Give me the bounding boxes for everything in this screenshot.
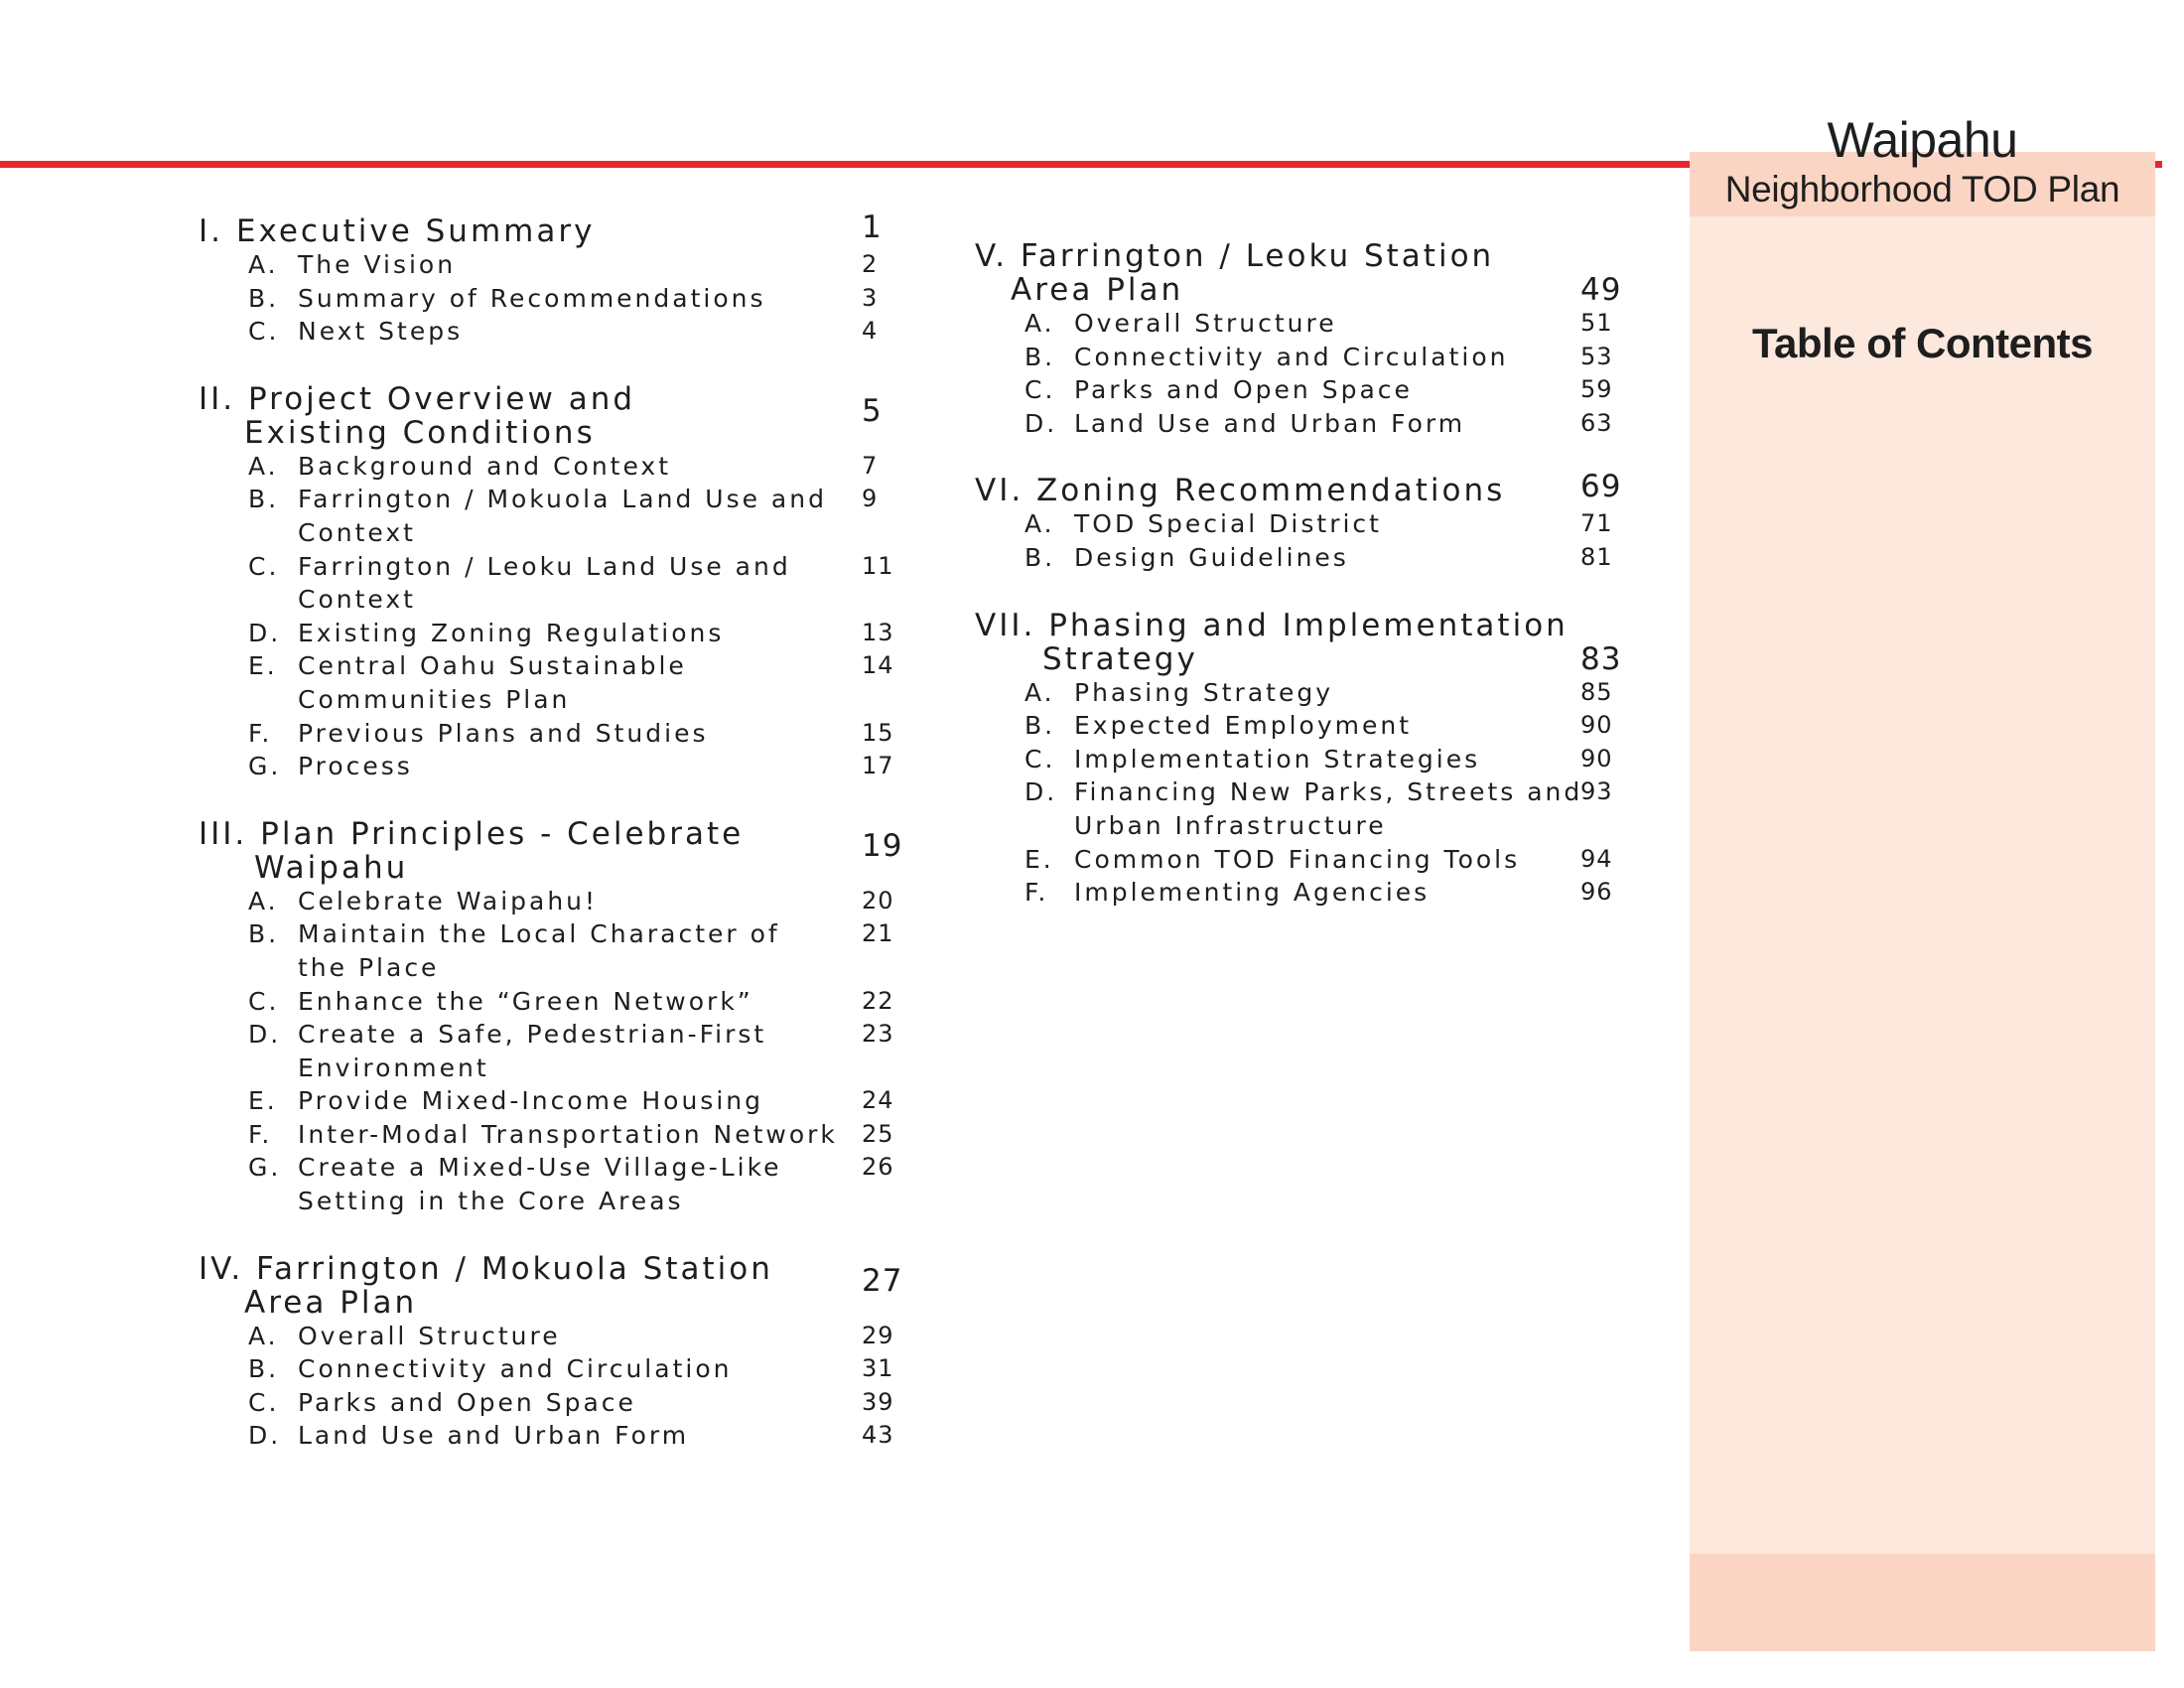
toc-item-letter: D. [248,1421,282,1451]
toc-item-page: 59 [1580,375,1613,404]
toc-left-column [199,210,913,1486]
toc-item-text: Create a Mixed-Use Village-Like [298,1153,782,1183]
toc-item-text: Implementing Agencies [1074,878,1431,908]
toc-item-text: Urban Infrastructure [1074,810,1387,840]
toc-item-letter: C. [248,551,280,581]
toc-item-text: Communities Plan [298,684,571,714]
toc-item[interactable] [199,985,913,1019]
toc-item-text: Expected Employment [1074,711,1413,741]
toc-right-column [975,239,1630,943]
toc-item[interactable] [975,876,1630,910]
toc-section-heading-line: III. Plan Principles - Celebrate [199,815,745,852]
toc-section-heading-line: Strategy [1042,640,1198,677]
toc-section-heading-line: II. Project Overview and [199,380,636,417]
toc-item[interactable] [199,750,913,783]
toc-item-letter: E. [248,651,278,681]
toc-item[interactable] [199,1352,913,1386]
toc-item-text: Summary of Recommendations [298,283,766,313]
toc-item[interactable] [199,1084,913,1118]
toc-item-letter: G. [248,1153,282,1183]
toc-item-text: Background and Context [298,451,672,481]
toc-section-heading[interactable] [199,382,913,450]
toc-item-page: 31 [862,1354,894,1383]
toc-item-page: 26 [862,1153,894,1182]
toc-item[interactable] [975,307,1630,341]
toc-section-heading-line: I. Executive Summary [199,213,596,249]
toc-section-heading-line: V. Farrington / Leoku Station [975,238,1495,274]
toc-item[interactable] [199,1419,913,1453]
toc-item-letter: A. [248,250,279,279]
toc-item-letter: B. [248,283,280,313]
toc-section-heading[interactable] [975,239,1630,307]
toc-item-page: 14 [862,651,894,680]
toc-item-letter: D. [248,1020,282,1050]
toc-item-text: Context [298,517,416,547]
page-title: Table of Contents [1751,320,2094,366]
toc-item[interactable] [199,248,913,282]
toc-item-text: Connectivity and Circulation [298,1354,733,1384]
toc-item[interactable] [975,341,1630,374]
toc-item[interactable] [975,743,1630,776]
toc-item-text: Land Use and Urban Form [298,1421,690,1451]
toc-section-heading-line: VI. Zoning Recommendations [975,473,1506,509]
toc-section-heading[interactable] [199,817,913,885]
toc-item-page: 20 [862,886,894,914]
toc-item[interactable] [975,775,1630,842]
toc-item[interactable] [199,717,913,751]
toc-item-page: 29 [862,1321,894,1349]
toc-section [975,469,1630,574]
toc-item-text: Implementation Strategies [1074,744,1481,774]
toc-section-heading-line: Area Plan [1011,272,1184,308]
toc-item-letter: B. [248,919,280,949]
toc-item-letter: C. [248,317,280,347]
toc-item-page: 23 [862,1020,894,1049]
toc-item-page: 90 [1580,711,1613,740]
toc-item-text: Central Oahu Sustainable [298,651,687,681]
toc-item-letter: C. [248,1387,280,1417]
side-panel [1690,152,2155,1651]
toc-item-page: 94 [1580,844,1613,873]
toc-item-text: Connectivity and Circulation [1074,342,1509,371]
toc-item-page: 3 [862,283,879,312]
toc-item-letter: G. [248,752,282,781]
toc-item[interactable] [199,1320,913,1353]
toc-item[interactable] [199,1118,913,1152]
toc-section [199,817,913,1218]
toc-item-page: 22 [862,986,894,1015]
toc-section-heading-line: Existing Conditions [244,414,596,451]
toc-section [199,210,913,349]
toc-section [975,239,1630,440]
toc-item-text: Common TOD Financing Tools [1074,844,1521,874]
toc-item-letter: A. [248,886,279,915]
toc-item-page: 9 [862,485,879,513]
toc-section-page: 83 [1580,640,1622,677]
toc-item[interactable] [199,885,913,918]
toc-item-text: Process [298,752,413,781]
toc-item[interactable] [199,483,913,549]
toc-item-letter: F. [248,1119,273,1149]
toc-item-page: 11 [862,551,894,580]
toc-item-text: Overall Structure [298,1321,561,1350]
toc-section [199,382,913,783]
toc-item-text: Design Guidelines [1074,542,1349,572]
toc-section-page: 5 [862,392,883,429]
toc-item[interactable] [975,676,1630,710]
toc-item-text: Provide Mixed-Income Housing [298,1086,763,1116]
toc-item-text: Maintain the Local Character of [298,919,780,949]
toc-item-letter: B. [248,485,280,514]
toc-item-page: 93 [1580,777,1613,806]
toc-item-letter: C. [1024,375,1056,405]
toc-section-page: 69 [1580,469,1622,505]
toc-item-text: Parks and Open Space [1074,375,1413,405]
toc-item-text: Farrington / Mokuola Land Use and [298,485,827,514]
toc-item-text: The Vision [298,250,457,279]
toc-item-text: Parks and Open Space [298,1387,636,1417]
toc-item-page: 15 [862,718,894,747]
toc-item[interactable] [199,617,913,650]
toc-item-page: 63 [1580,408,1613,437]
toc-section-page: 1 [862,210,883,245]
toc-item[interactable] [199,1151,913,1217]
toc-item[interactable] [199,1018,913,1084]
toc-item-letter: B. [1024,711,1056,741]
toc-item-text: Context [298,585,416,615]
toc-item-text: Existing Zoning Regulations [298,618,725,647]
toc-item-page: 96 [1580,878,1613,907]
toc-item[interactable] [975,541,1630,575]
toc-item-letter: A. [248,451,279,481]
toc-item-text: Next Steps [298,317,464,347]
toc-item[interactable] [975,373,1630,407]
toc-item-letter: B. [248,1354,280,1384]
toc-item-text: Enhance the “Green Network” [298,986,753,1016]
toc-item-text: Setting in the Core Areas [298,1187,684,1216]
document-subtitle: Neighborhood TOD Plan [1724,169,2120,210]
toc-item-letter: F. [248,718,273,748]
toc-item[interactable] [199,1386,913,1420]
toc-section-heading[interactable] [199,210,913,249]
document-title: Waipahu [1827,112,2018,168]
toc-item-text: Celebrate Waipahu! [298,886,599,915]
toc-section-page: 49 [1580,272,1622,308]
toc-section-heading-line: VII. Phasing and Implementation [975,607,1569,643]
toc-item[interactable] [199,649,913,716]
toc-item-letter: A. [248,1321,279,1350]
toc-item-page: 25 [862,1119,894,1148]
toc-item-page: 4 [862,317,879,346]
toc-item-page: 13 [862,618,894,646]
toc-section-heading[interactable] [975,609,1630,676]
toc-item-text: Land Use and Urban Form [1074,408,1466,438]
toc-item-text: Phasing Strategy [1074,677,1333,707]
toc-item-text: Farrington / Leoku Land Use and [298,551,791,581]
toc-item-text: Create a Safe, Pedestrian-First [298,1020,767,1050]
toc-item-letter: C. [248,986,280,1016]
toc-item-page: 85 [1580,677,1613,706]
toc-item-letter: B. [1024,542,1056,572]
toc-section [975,609,1630,910]
toc-section-heading[interactable] [975,469,1630,509]
toc-item[interactable] [975,709,1630,743]
toc-item[interactable] [199,917,913,984]
toc-item[interactable] [975,407,1630,441]
toc-item[interactable] [199,315,913,349]
toc-item[interactable] [975,843,1630,877]
toc-item-text: Inter-Modal Transportation Network [298,1119,838,1149]
toc-section-page: 27 [862,1262,903,1299]
toc-section-page: 19 [862,827,903,864]
toc-item-page: 81 [1580,542,1613,571]
toc-item-text: Previous Plans and Studies [298,718,709,748]
toc-item-page: 7 [862,451,879,480]
toc-item-text: Environment [298,1053,489,1082]
toc-item-letter: F. [1024,878,1049,908]
toc-item[interactable] [199,450,913,484]
toc-item-page: 51 [1580,309,1613,337]
toc-section-heading-line: IV. Farrington / Mokuola Station [199,1250,773,1287]
toc-item-letter: C. [1024,744,1056,774]
toc-item-page: 17 [862,752,894,780]
toc-item-page: 21 [862,919,894,948]
toc-item-page: 24 [862,1086,894,1115]
toc-item-page: 71 [1580,509,1613,538]
toc-item-page: 39 [862,1387,894,1416]
toc-item-letter: A. [1024,677,1055,707]
toc-item-text: Financing New Parks, Streets and [1074,777,1583,807]
toc-item-letter: E. [248,1086,278,1116]
toc-item-text: Overall Structure [1074,309,1337,338]
toc-item-letter: B. [1024,342,1056,371]
toc-section-heading-line: Waipahu [254,849,409,886]
toc-item-page: 2 [862,250,879,278]
toc-item-page: 90 [1580,744,1613,773]
toc-item-letter: D. [1024,777,1058,807]
toc-item-page: 53 [1580,342,1613,370]
toc-item-letter: D. [248,618,282,647]
toc-item-letter: A. [1024,309,1055,338]
toc-item-letter: D. [1024,408,1058,438]
toc-item-page: 43 [862,1421,894,1450]
toc-item-letter: E. [1024,844,1054,874]
toc-item-text: the Place [298,952,440,982]
toc-item[interactable] [975,507,1630,541]
toc-item-text: TOD Special District [1074,509,1382,539]
toc-item[interactable] [199,550,913,617]
toc-section-heading[interactable] [199,1252,913,1320]
side-panel-bottom-band [1690,1554,2155,1651]
toc-section [199,1252,913,1453]
toc-item[interactable] [199,282,913,316]
toc-section-heading-line: Area Plan [244,1284,418,1321]
toc-item-letter: A. [1024,509,1055,539]
